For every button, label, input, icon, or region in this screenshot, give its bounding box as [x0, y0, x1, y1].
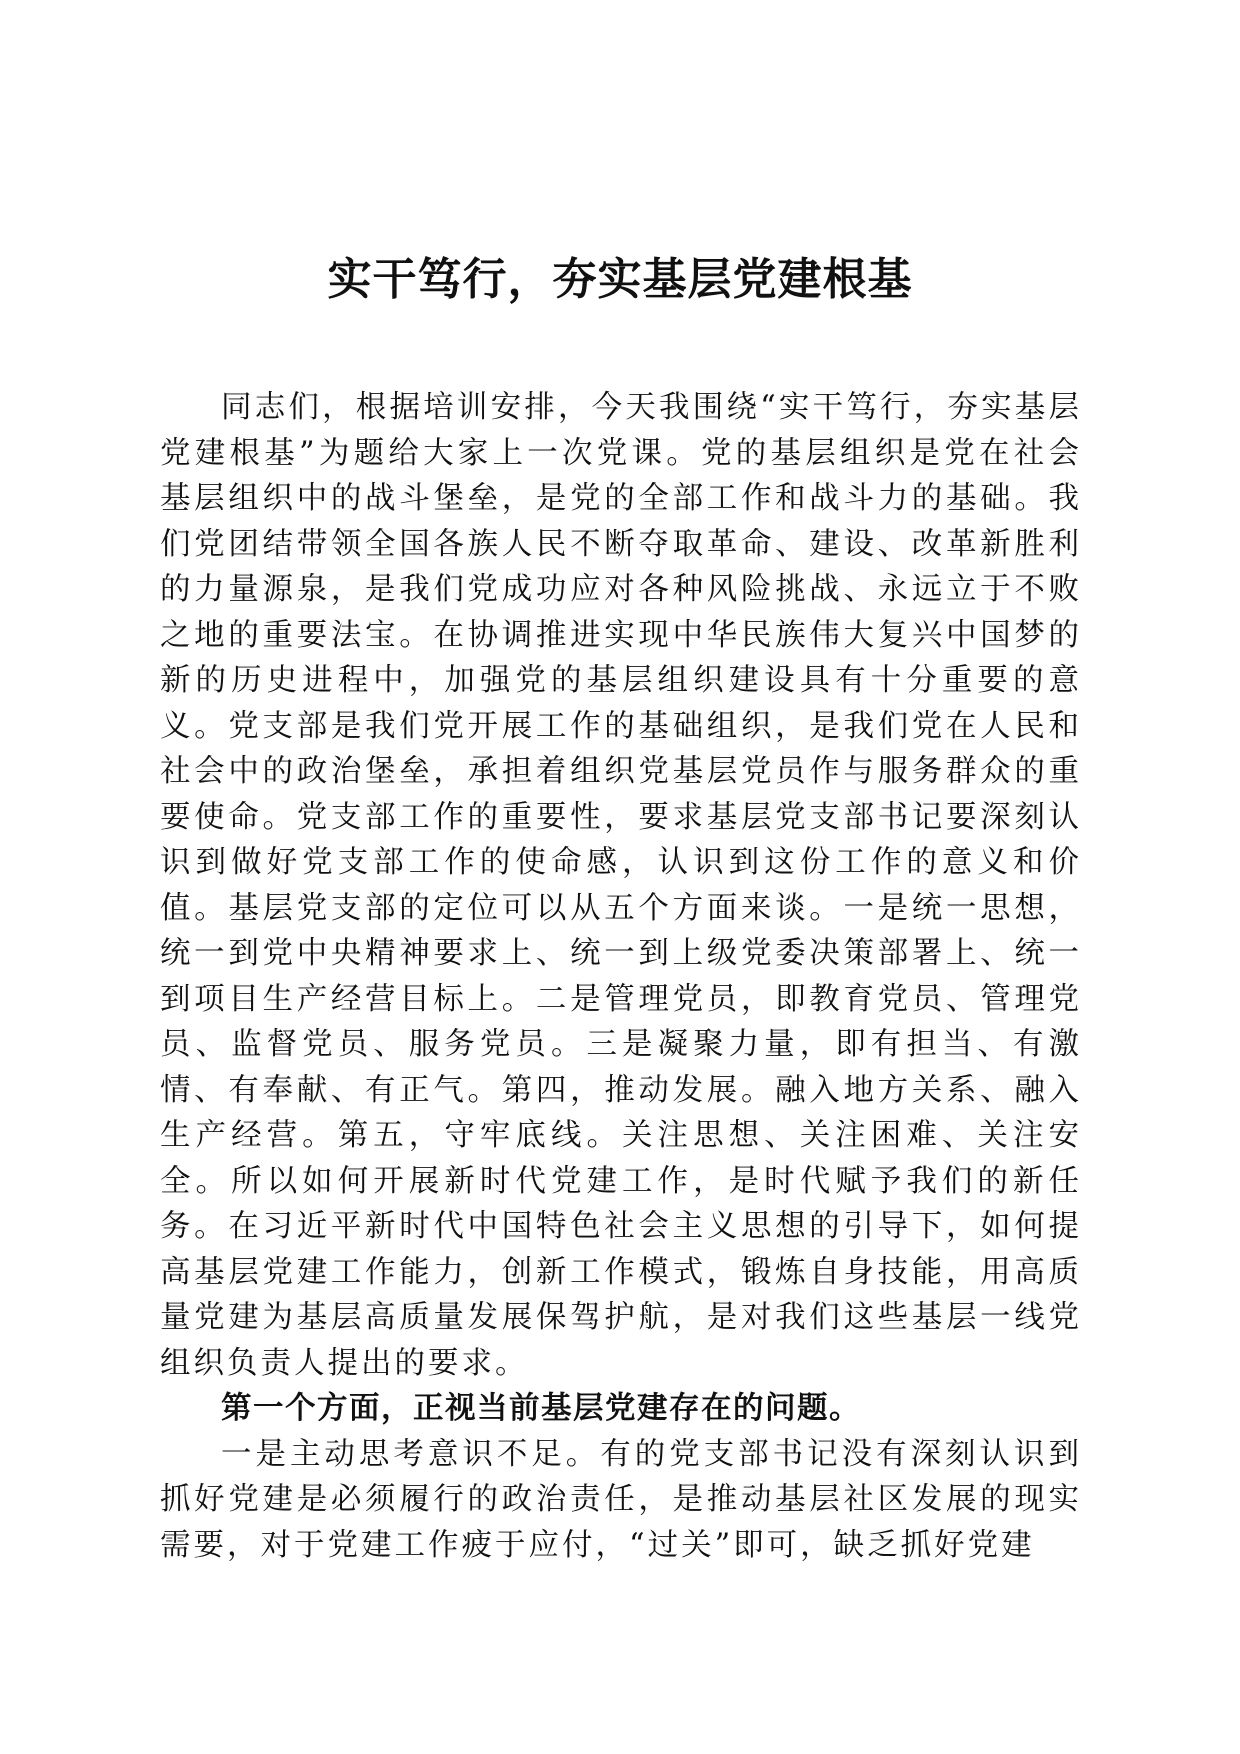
body-paragraph: 一是主动思考意识不足。有的党支部书记没有深刻认识到抓好党建是必须履行的政治责任，是推动基层社区发展的现实需要，对于党建工作疲于应付，“过关”即可，缺乏抓好党建	[160, 1436, 1082, 1563]
document-title: 实干笃行，夯实基层党建根基	[327, 254, 913, 305]
section-heading: 第一个方面，正视当前基层党建存在的问题。	[221, 1391, 861, 1426]
document-body	[160, 385, 1082, 1568]
intro-paragraph: 同志们，根据培训安排，今天我围绕“实干笃行，夯实基层党建根基”为题给大家上一次党课。党的基层组织是党在社会基层组织中的战斗堡垒，是党的全部工作和战斗力的基础。我们党团结带领全国各族人民不断夺取革命、建设、改革新胜利的力量源泉，是我们党成功应对各种风险挑战、永远立于不败之地的重要法宝。在协调推进实现中华民族伟大复兴中国梦的新的历史进程中，加强党的基层组织建设具有十分重要的意义。党支部是我们党开展工作的基础组织，是我们党在人民和社会中的政治堡垒，承担着组织党基层党员作与服务群众的重要使命。党支部工作的重要性，要求基层党支部书记要深刻认识到做好党支部工作的使命感，认识到这份工作的意义和价值。基层党支部的定位可以从五个方面来谈。一是统一思想，统一到党中央精神要求上、统一到上级党委决策部署上、统一到项目生产经营目标上。二是管理党员，即教育党员、管理党员、监督党员、服务党员。三是凝聚力量，即有担当、有激情、有奉献、有正气。第四，推动发展。融入地方关系、融入生产经营。第五，守牢底线。关注思想、关注困难、关注安全。所以如何开展新时代党建工作，是时代赋予我们的新任务。在习近平新时代中国特色社会主义思想的引导下，如何提高基层党建工作能力，创新工作模式，锻炼自身技能，用高质量党建为基层高质量发展保驾护航，是对我们这些基层一线党组织负责人提出的要求。	[160, 390, 1082, 1381]
